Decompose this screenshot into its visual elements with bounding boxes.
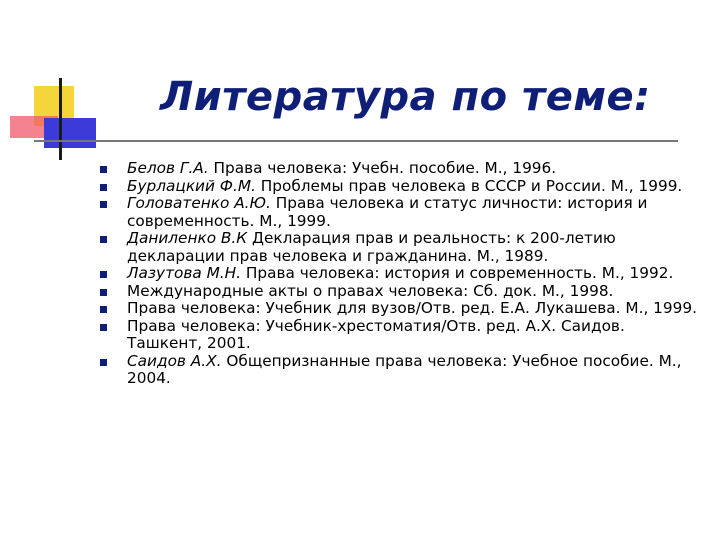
list-item (100, 265, 700, 283)
reference-text: Декларация прав и реальность: к 200-летию декларации прав человека и гражданина. М., 1989. (127, 229, 616, 265)
reference-author: Бурлацкий Ф.М. (127, 176, 256, 195)
references-list (100, 160, 700, 388)
reference-text: Права человека и статус личности: история и современность. М., 1999. (127, 194, 648, 230)
square-bullet-icon (100, 324, 107, 331)
square-bullet-icon (100, 359, 107, 366)
reference-author: Саидов А.Х. (127, 351, 222, 370)
square-bullet-icon (100, 166, 107, 173)
list-item (100, 195, 700, 230)
square-bullet-icon (100, 201, 107, 208)
list-item (100, 178, 700, 196)
square-bullet-icon (100, 271, 107, 278)
list-item (100, 160, 700, 178)
reference-text: Права человека: Учебник для вузов/Отв. ред. Е.А. Лукашева. М., 1999. (127, 299, 697, 317)
decor-vertical-line (59, 78, 62, 160)
list-item (100, 353, 700, 388)
square-bullet-icon (100, 306, 107, 313)
list-item (100, 230, 700, 265)
reference-text: Общепризнанные права человека: Учебное пособие. М., 2004. (127, 351, 682, 387)
decor-blue-square (44, 118, 96, 148)
reference-author: Лазутова М.Н. (127, 264, 242, 282)
list-item (100, 283, 700, 301)
slide-title: Литература по теме: (160, 74, 651, 120)
reference-text: Права человека: Учебн. пособие. М., 1996. (208, 159, 557, 177)
reference-text: Права человека: история и современность. М., 1992. (241, 264, 674, 282)
reference-author: Даниленко В.К (127, 229, 248, 247)
title-underline (34, 140, 678, 142)
reference-text: Права человека: Учебник-хрестоматия/Отв. ред. А.Х. Саидов. Ташкент, 2001. (127, 316, 625, 352)
reference-text: Международные акты о правах человека: Сб. док. М., 1998. (127, 281, 614, 300)
square-bullet-icon (100, 184, 107, 191)
list-item (100, 318, 700, 353)
reference-author: Белов Г.А. (127, 159, 209, 177)
reference-text: Проблемы прав человека в СССР и России. М., 1999. (255, 176, 683, 195)
reference-author: Головатенко А.Ю. (127, 194, 271, 212)
square-bullet-icon (100, 236, 107, 243)
square-bullet-icon (100, 289, 107, 296)
list-item (100, 300, 700, 318)
